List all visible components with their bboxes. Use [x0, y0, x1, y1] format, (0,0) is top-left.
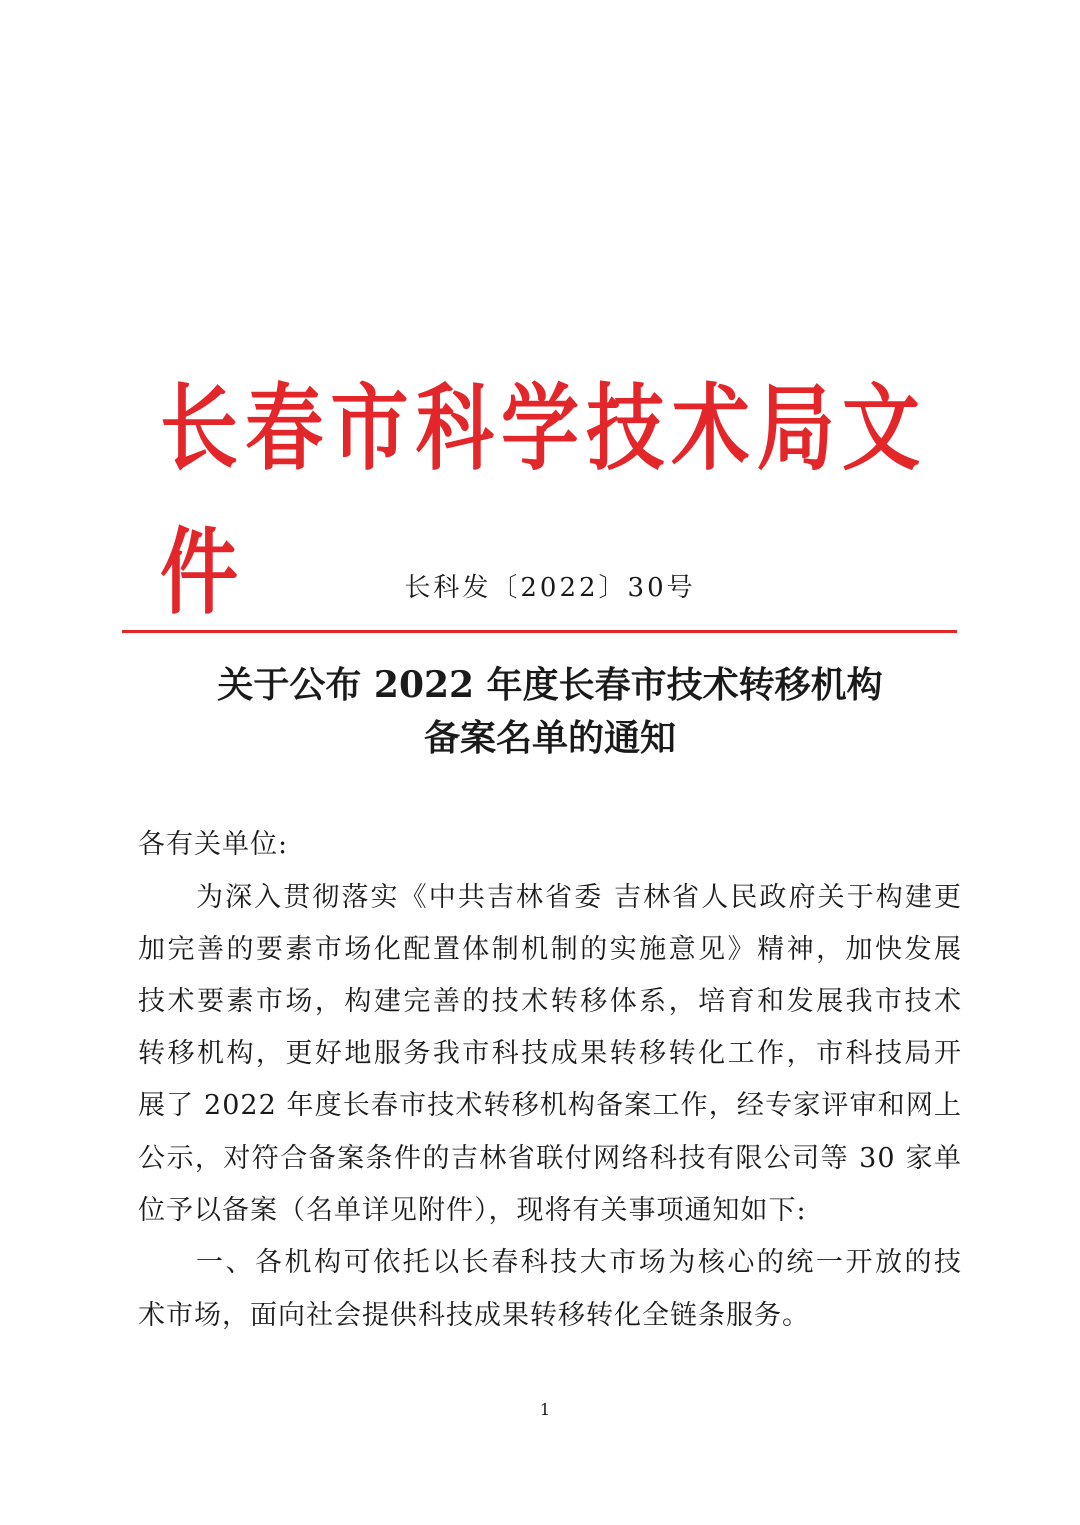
notice-title-line-2: 备案名单的通知 [423, 717, 676, 759]
body-line: 位予以备案（名单详见附件），现将有关事项通知如下: [138, 1195, 807, 1226]
body-line: 术市场，面向社会提供科技成果转移转化全链条服务。 [138, 1300, 810, 1331]
page-number: 1 [539, 1400, 551, 1419]
body-line: 展了 2022 年度长春市技术转移机构备案工作，经专家评审和网上 [138, 1090, 962, 1121]
document-number: 长科发〔2022〕30号 [404, 573, 696, 603]
body-line: 公示，对符合备案条件的吉林省联付网络科技有限公司等 30 家单 [138, 1143, 962, 1174]
body-line: 转移机构，更好地服务我市科技成果转移转化工作，市科技局开 [138, 1038, 962, 1069]
body-line: 一、各机构可依托以长春科技大市场为核心的统一开放的技 [196, 1247, 962, 1278]
notice-title-line-1: 关于公布 2022 年度长春市技术转移机构 [217, 664, 883, 706]
body-line: 加完善的要素市场化配置体制机制的实施意见》精神，加快发展 [138, 934, 962, 965]
red-divider-line [122, 630, 957, 633]
body-line: 技术要素市场，构建完善的技术转移体系，培育和发展我市技术 [138, 986, 962, 1017]
issuing-organization-header: 长春市科学技术局文件 [160, 376, 920, 628]
salutation: 各有关单位: [138, 829, 289, 860]
body-line: 为深入贯彻落实《中共吉林省委 吉林省人民政府关于构建更 [196, 882, 962, 913]
